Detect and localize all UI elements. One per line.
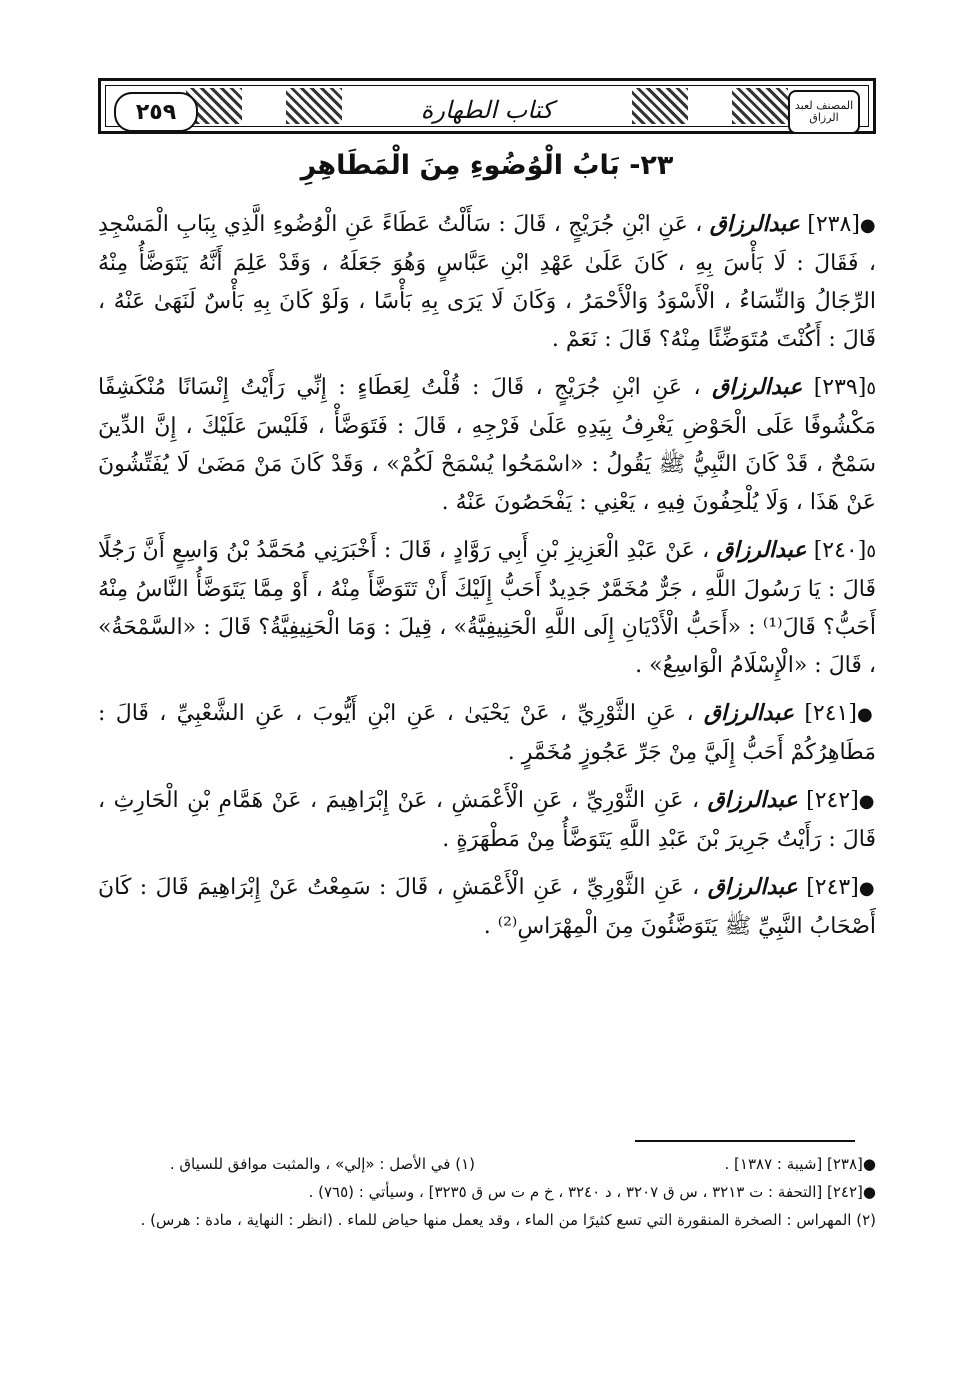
hadith-text: ، عَنِ ابْنِ جُرَيْجٍ ، قَالَ : قُلْتُ لِعَطَاءٍ : إِنِّي رَأَيْتُ إِنْسَانًا مُنْكَشِفًا مَكْشُوفًا عَلَى الْحَوْضِ يَغْرِفُ بِيَدِهِ عَلَىٰ فَرْجِهِ ، قَالَ : فَتَوَضَّأْ ، فَلَيْسَ عَلَيْكَ ، إِنَّ الدِّينَ سَمْحٌ ، قَدْ كَانَ النَّبِيُّ ﷺ يَقُولُ : «اسْمَحُوا يُسْمَحْ لَكُمْ» ، وَقَدْ كَانَ مَنْ مَضَىٰ لَا يُفَتِّشُونَ عَنْ هَذَا ، وَلَا يُلْحِفُونَ فِيهِ ، يَعْنِي : يَفْحَصُونَ عَنْهُ . <box>98 375 876 515</box>
hadith-240 <box>98 531 876 685</box>
hadith-number: [٢٤٢] <box>806 788 859 813</box>
hadith-mark: ● <box>859 215 876 236</box>
hadith-author: عبدالرزاق <box>707 874 798 900</box>
book-title: كتاب الطهارة <box>420 96 554 124</box>
ornament-right-2 <box>632 88 688 124</box>
hadith-number: [٢٣٩] <box>813 375 867 400</box>
hadith-text: ، عَنِ ابْنِ جُرَيْجٍ ، قَالَ : سَأَلْتُ عَطَاءً عَنِ الْوُضُوءِ الَّذِي بِبَابِ الْمَسْجِدِ ، فَقَالَ : لَا بَأْسَ بِهِ ، كَانَ عَلَىٰ عَهْدِ ابْنِ عَبَّاسٍ وَهُوَ جَعَلَهُ ، وَقَدْ عَلِمَ أَنَّهُ يَتَوَضَّأُ مِنْهُ الرِّجَالُ وَالنِّسَاءُ ، الْأَسْوَدُ وَالْأَحْمَرُ ، وَكَانَ لَا يَرَى بِهِ بَأْسًا ، وَلَوْ كَانَ بِهِ بَأْسٌ لَنَهَىٰ عَنْهُ ، قَالَ : أَكُنْتَ مُتَوَضِّئًا مِنْهُ؟ قَالَ : نَعَمْ . <box>98 212 876 352</box>
hadith-author: عبدالرزاق <box>716 537 807 563</box>
hadith-mark: ● <box>858 878 876 899</box>
ornament-right-1 <box>732 88 788 124</box>
running-header <box>98 78 876 134</box>
hadith-mark: ٥ <box>866 541 876 562</box>
footnote-2: (٢) المهراس : الصخرة المنقورة التي تسع كثيرًا من الماء ، وقد يعمل منها حياض للماء . (انظر : النهاية ، مادة : هرس) . <box>140 1211 876 1229</box>
hadith-mark: ٥ <box>866 378 876 399</box>
hadith-text: ، عَنِ الثَّوْرِيِّ ، عَنِ الْأَعْمَشِ ، عَنْ إِبْرَاهِيمَ ، عَنْ هَمَّامِ بْنِ الْحَارِثِ ، قَالَ : رَأَيْتُ جَرِيرَ بْنَ عَبْدِ اللَّهِ يَتَوَضَّأُ مِنْ مَطْهَرَةٍ . <box>98 788 876 852</box>
footnote-1: (١) في الأصل : «إلي» ، والمثبت موافق للسياق . <box>169 1155 475 1173</box>
footnote-242: ●[٢٤٢] [التحفة : ت ٣٢١٣ ، س ق ٣٢٠٧ ، د ٣٢٤٠ ، خ م ت س ق ٣٢٣٥] ، وسيأتي : (٧٦٥) . <box>308 1183 876 1201</box>
hadith-mark: ● <box>856 704 876 725</box>
hadith-number: [٢٣٨] <box>807 212 860 237</box>
hadith-238 <box>98 205 876 359</box>
hadith-author: عبدالرزاق <box>707 787 798 813</box>
hadith-number: [٢٤٠] <box>813 538 867 563</box>
hadith-number: [٢٤١] <box>804 701 857 726</box>
hadith-text: ، عَنِ الثَّوْرِيِّ ، عَنْ يَحْيَىٰ ، عَنِ ابْنِ أَيُّوبَ ، عَنِ الشَّعْبِيِّ ، قَالَ : مَطَاهِرُكُمْ أَحَبُّ إِلَيَّ مِنْ جَرِّ عَجُوزٍ مُخَمَّرٍ . <box>98 701 876 765</box>
hadith-author: عبدالرزاق <box>709 211 800 237</box>
page-number: ٢٥٩ <box>114 92 198 132</box>
footnote-divider <box>635 1140 855 1142</box>
hadith-241 <box>98 694 876 772</box>
hadith-author: عبدالرزاق <box>712 374 803 400</box>
footnote-row <box>98 1150 876 1178</box>
footnotes <box>98 1150 876 1234</box>
ornament-left-2 <box>286 88 342 124</box>
hadith-mark: ● <box>858 791 876 812</box>
hadith-239 <box>98 368 876 522</box>
hadith-author: عبدالرزاق <box>703 700 794 726</box>
hadith-list <box>98 205 876 955</box>
header-frame <box>105 85 869 127</box>
publisher-seal: المصنف لعبد الرزاق <box>788 90 860 134</box>
hadith-number: [٢٤٣] <box>806 875 859 900</box>
hadith-text: ، عَنْ عَبْدِ الْعَزِيزِ بْنِ أَبِي رَوَّادٍ ، قَالَ : أَخْبَرَنِي مُحَمَّدُ بْنُ وَاسِعٍ أَنَّ رَجُلًا قَالَ : يَا رَسُولَ اللَّهِ ، جَرٌّ مُخَمَّرٌ جَدِيدٌ أَحَبُّ إِلَيْكَ أَنْ تَتَوَضَّأَ مِنْهُ ، أَوْ مِمَّا يَتَوَضَّأُ النَّاسُ مِنْهُ أَحَبُّ؟ قَالَ⁽¹⁾ : «أَحَبُّ الْأَدْيَانِ إِلَى اللَّهِ الْحَنِيفِيَّةُ» ، قِيلَ : وَمَا الْحَنِيفِيَّةُ؟ قَالَ : «السَّمْحَةُ» ، قَالَ : «الْإِسْلَامُ الْوَاسِعُ» . <box>98 538 877 678</box>
chapter-title: ٢٣- بَابُ الْوُضُوءِ مِنَ الْمَطَاهِرِ <box>300 150 674 181</box>
footnote-238: ●[٢٣٨] [شيبة : ١٣٨٧] . <box>724 1155 876 1173</box>
hadith-243 <box>98 868 876 946</box>
hadith-242 <box>98 781 876 859</box>
hadith-text: ، عَنِ الثَّوْرِيِّ ، عَنِ الْأَعْمَشِ ، قَالَ : سَمِعْتُ عَنْ إِبْرَاهِيمَ قَالَ : كَانَ أَصْحَابُ النَّبِيِّ ﷺ يَتَوَضَّئُونَ مِنَ الْمِهْرَاسِ⁽²⁾ . <box>98 875 876 939</box>
